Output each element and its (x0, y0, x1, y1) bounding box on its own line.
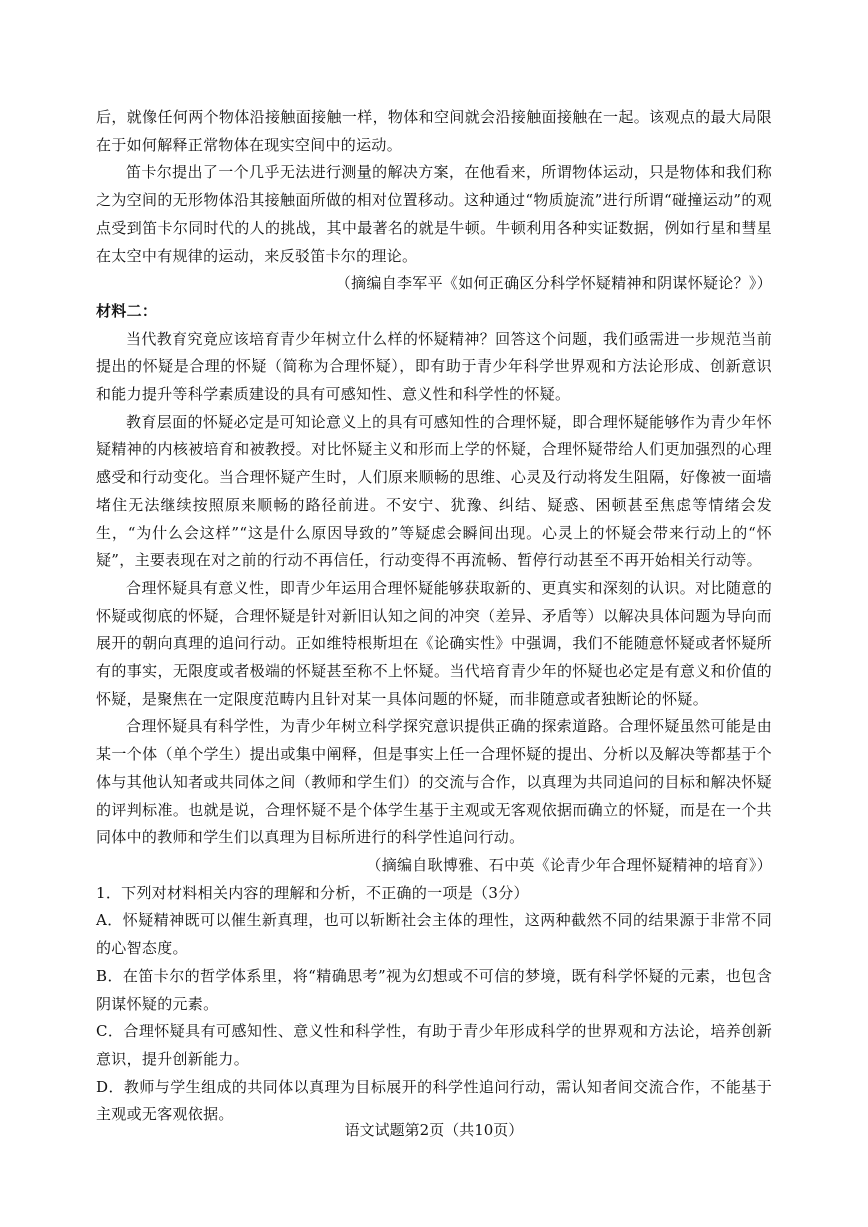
page-content (96, 104, 772, 1129)
material2-paragraph: 当代教育究竟应该培育青少年树立什么样的怀疑精神？回答这个问题，我们亟需进一步规范当前提出的怀疑是合理的怀疑（简称为合理怀疑），即有助于青少年科学世界观和方法论形成、创新意识和能力提升等科学素质建设的具有可感知性、意义性和科学性的怀疑。 (96, 329, 772, 404)
material2-heading: 材料二： (96, 301, 158, 320)
material2-source: （摘编自耿博雅、石中英《论青少年合理怀疑精神的培育》） (366, 855, 772, 874)
material2-paragraph: 合理怀疑具有科学性，为青少年树立科学探究意识提供正确的探索道路。合理怀疑虽然可能是由某一个体（单个学生）提出或集中阐释，但是事实上任一合理怀疑的提出、分析以及解决等都基于个体与其他认知者或共同体之间（教师和学生们）的交流与合作，以真理为共同追问的目标和解决怀疑的评判标准。也就是说，合理怀疑不是个体学生基于主观或无客观依据而确立的怀疑，而是在一个共同体中的教师和学生们以真理为目标所进行的科学性追问行动。 (96, 717, 772, 847)
material1-paragraph: 笛卡尔提出了一个几乎无法进行测量的解决方案，在他看来，所谓物体运动，只是物体和我们称之为空间的无形物体沿其接触面所做的相对位置移动。这种通过“物质旋流”进行所谓“碰撞运动”的观点受到笛卡尔同时代的人的挑战，其中最著名的就是牛顿。牛顿利用各种实证数据，例如行星和彗星在太空中有规律的运动，来反驳笛卡尔的理论。 (96, 163, 772, 265)
page-footer: 语文试题第2页（共10页） (344, 1121, 524, 1139)
option-b: B．在笛卡尔的哲学体系里，将“精确思考”视为幻想或不可信的梦境，既有科学怀疑的元素，也包含阴谋怀疑的元素。 (96, 966, 772, 1013)
option-a: A．怀疑精神既可以催生新真理，也可以斩断社会主体的理性，这两种截然不同的结果源于非常不同的心智态度。 (96, 911, 772, 958)
material1-source: （摘编自李军平《如何正确区分科学怀疑精神和阴谋怀疑论？》） (335, 274, 772, 293)
option-d: D．教师与学生组成的共同体以真理为目标展开的科学性追问行动，需认知者间交流合作，不能基于主观或无客观依据。 (96, 1077, 772, 1124)
material1-paragraph-continued: 后，就像任何两个物体沿接触面接触一样，物体和空间就会沿接触面接触在一起。该观点的最大局限在于如何解释正常物体在现实空间中的运动。 (96, 108, 772, 154)
question-stem: 1．下列对材料相关内容的理解和分析，不正确的一项是（3分） (96, 883, 529, 902)
material2-paragraph: 合理怀疑具有意义性，即青少年运用合理怀疑能够获取新的、更真实和深刻的认识。对比随意的怀疑或彻底的怀疑，合理怀疑是针对新旧认知之间的冲突（差异、矛盾等）以解决具体问题为导向而展开的朝向真理的追问行动。正如维特根斯坦在《论确实性》中强调，我们不能随意怀疑或者怀疑所有的事实，无限度或者极端的怀疑甚至称不上怀疑。当代培育青少年的怀疑也必定是有意义和价值的怀疑，是聚焦在一定限度范畴内且针对某一具体问题的怀疑，而非随意或者独断论的怀疑。 (96, 578, 772, 708)
material2-paragraph: 教育层面的怀疑必定是可知论意义上的具有可感知性的合理怀疑，即合理怀疑能够作为青少年怀疑精神的内核被培育和被教授。对比怀疑主义和形而上学的怀疑，合理怀疑带给人们更加强烈的心理感受和行动变化。当合理怀疑产生时，人们原来顺畅的思维、心灵及行动将发生阻隔，好像被一面墙堵住无法继续按照原来顺畅的路径前进。不安宁、犹豫、纠结、疑惑、困顿甚至焦虑等情绪会发生，“为什么会这样”“这是什么原因导致的”等疑虑会瞬间出现。心灵上的怀疑会带来行动上的“怀疑”，主要表现在对之前的行动不再信任，行动变得不再流畅、暂停行动甚至不再开始相关行动等。 (96, 412, 772, 570)
option-c: C．合理怀疑具有可感知性、意义性和科学性，有助于青少年形成科学的世界观和方法论，培养创新意识，提升创新能力。 (96, 1022, 772, 1068)
